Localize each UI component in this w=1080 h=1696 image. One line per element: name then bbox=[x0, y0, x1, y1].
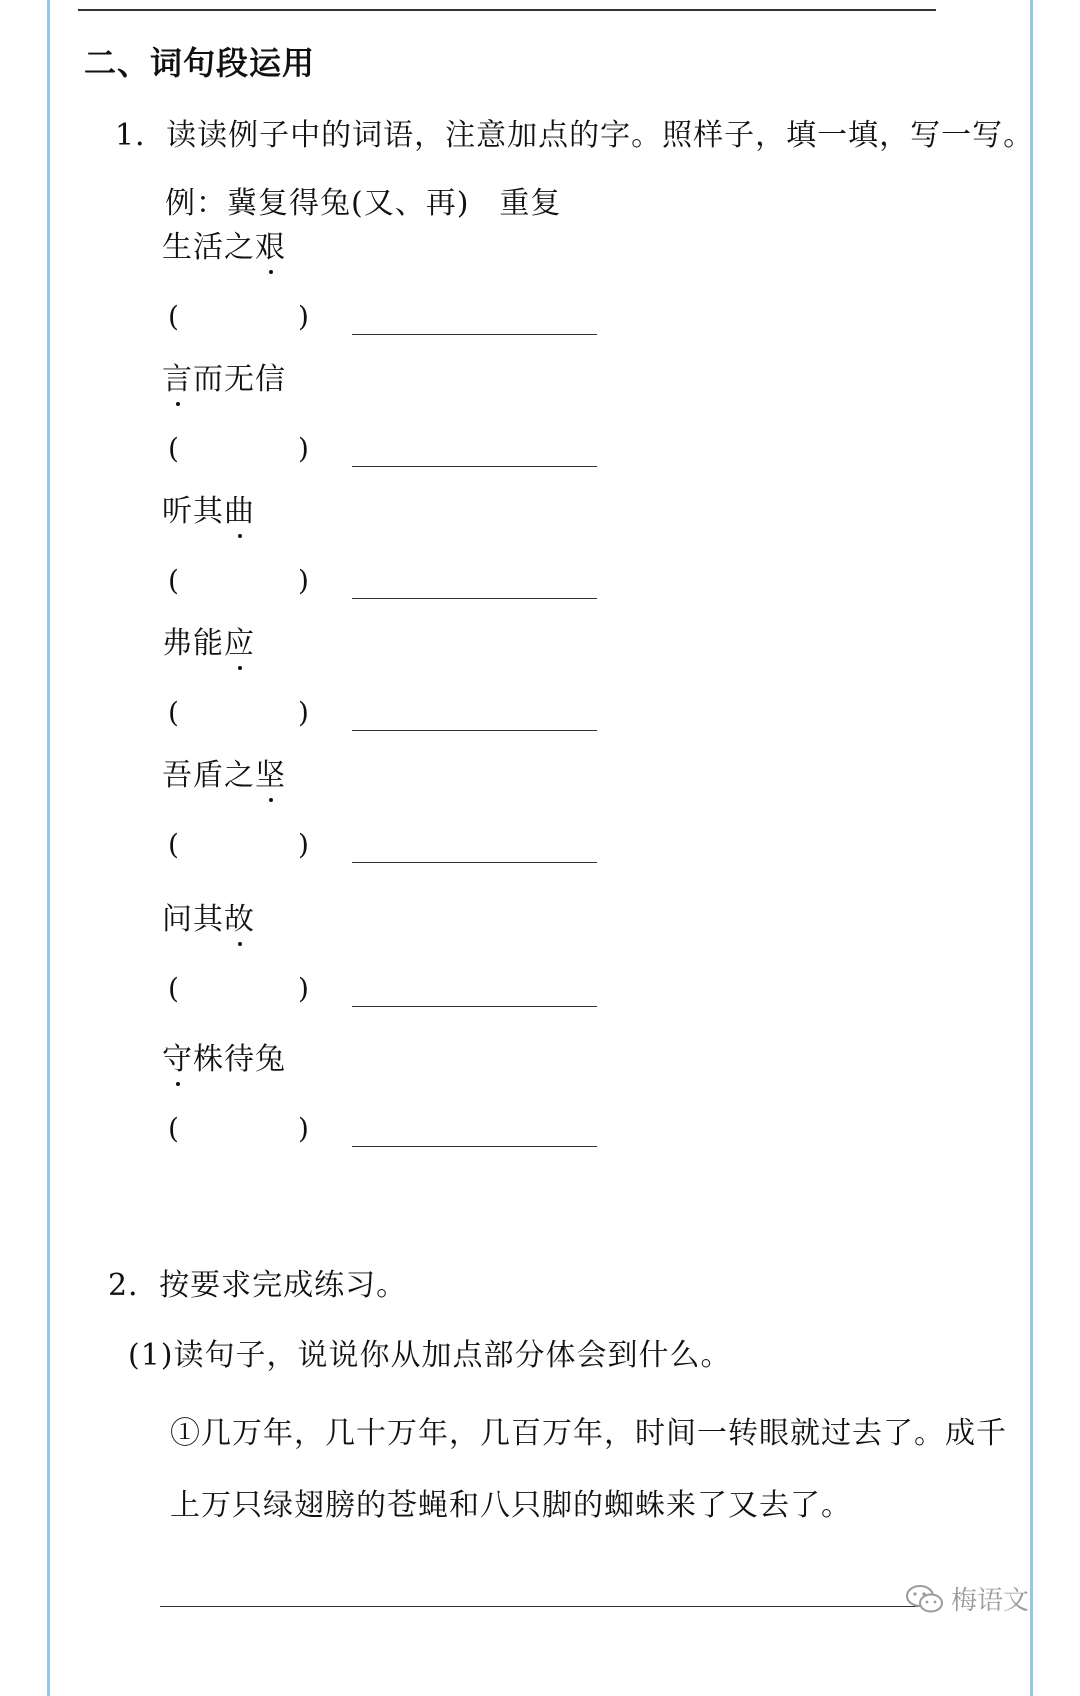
paren-open: ( bbox=[168, 828, 179, 861]
question-2-prompt: 2．按要求完成练习。 bbox=[108, 1268, 408, 1303]
watermark-text: 梅语文 bbox=[951, 1586, 1030, 1616]
paren-open: ( bbox=[168, 432, 179, 465]
exercise-item bbox=[162, 1040, 662, 1152]
answer-line[interactable] bbox=[352, 1006, 597, 1007]
answer-line[interactable] bbox=[352, 862, 597, 863]
section-title: 二、词句段运用 bbox=[84, 44, 316, 82]
exercise-phrase bbox=[162, 624, 662, 664]
paren-close: ) bbox=[298, 972, 309, 1005]
example-label: 例： bbox=[165, 186, 227, 221]
phrase-text: 问其故 bbox=[162, 902, 255, 937]
exercise-item bbox=[162, 492, 662, 604]
answer-line[interactable] bbox=[352, 466, 597, 467]
answer-row bbox=[162, 564, 662, 604]
paren-close: ) bbox=[298, 828, 309, 861]
paren-close: ) bbox=[298, 696, 309, 729]
paren-close: ) bbox=[298, 300, 309, 333]
answer-line-long[interactable] bbox=[160, 1606, 930, 1607]
question-2-sentence: ①几万年，几十万年，几百万年，时间一转眼就过去了。成千上万只绿翅膀的苍蝇和八只脚的蜘蛛来了又去了。 bbox=[170, 1416, 1007, 1523]
answer-row bbox=[162, 300, 662, 340]
paren-open: ( bbox=[168, 300, 179, 333]
wechat-icon bbox=[905, 1583, 945, 1615]
paren-open: ( bbox=[168, 1112, 179, 1145]
phrase-text: 言而无信 bbox=[162, 362, 286, 397]
exercise-item bbox=[162, 624, 662, 736]
exercise-phrase bbox=[162, 1040, 662, 1080]
example-phrase: 冀复得兔 bbox=[227, 186, 351, 221]
phrase-text: 吾盾之坚 bbox=[162, 758, 286, 793]
exercise-phrase bbox=[162, 228, 662, 268]
phrase-text: 守株待兔 bbox=[162, 1042, 286, 1077]
phrase-text: 听其曲 bbox=[162, 494, 255, 529]
top-divider bbox=[78, 9, 936, 11]
answer-line[interactable] bbox=[352, 1146, 597, 1147]
answer-row bbox=[162, 828, 662, 868]
answer-line[interactable] bbox=[352, 334, 597, 335]
paren-close: ) bbox=[298, 1112, 309, 1145]
exercise-item bbox=[162, 756, 662, 868]
paren-open: ( bbox=[168, 564, 179, 597]
paren-close: ) bbox=[298, 564, 309, 597]
exercise-item bbox=[162, 228, 662, 340]
answer-line[interactable] bbox=[352, 730, 597, 731]
exercise-item bbox=[162, 360, 662, 472]
example-meaning: (又、再) bbox=[351, 186, 470, 221]
exercise-phrase bbox=[162, 756, 662, 796]
answer-line[interactable] bbox=[352, 598, 597, 599]
paren-open: ( bbox=[168, 972, 179, 1005]
exercise-phrase bbox=[162, 360, 662, 400]
question-2-sub-1: (1)读句子，说说你从加点部分体会到什么。 bbox=[128, 1338, 732, 1373]
answer-row bbox=[162, 972, 662, 1012]
paren-close: ) bbox=[298, 432, 309, 465]
paren-open: ( bbox=[168, 696, 179, 729]
phrase-text: 生活之艰 bbox=[162, 230, 286, 265]
answer-row bbox=[162, 1112, 662, 1152]
exercise-item bbox=[162, 900, 662, 1012]
example-line bbox=[165, 178, 561, 222]
answer-row bbox=[162, 696, 662, 736]
watermark bbox=[905, 1580, 1029, 1617]
example-word: 重复 bbox=[499, 186, 562, 221]
question-1-prompt: 1．读读例子中的词语，注意加点的字。照样子，填一填，写一写。 bbox=[115, 118, 1035, 153]
answer-row bbox=[162, 432, 662, 472]
exercise-phrase bbox=[162, 900, 662, 940]
phrase-text: 弗能应 bbox=[162, 626, 255, 661]
exercise-phrase bbox=[162, 492, 662, 532]
